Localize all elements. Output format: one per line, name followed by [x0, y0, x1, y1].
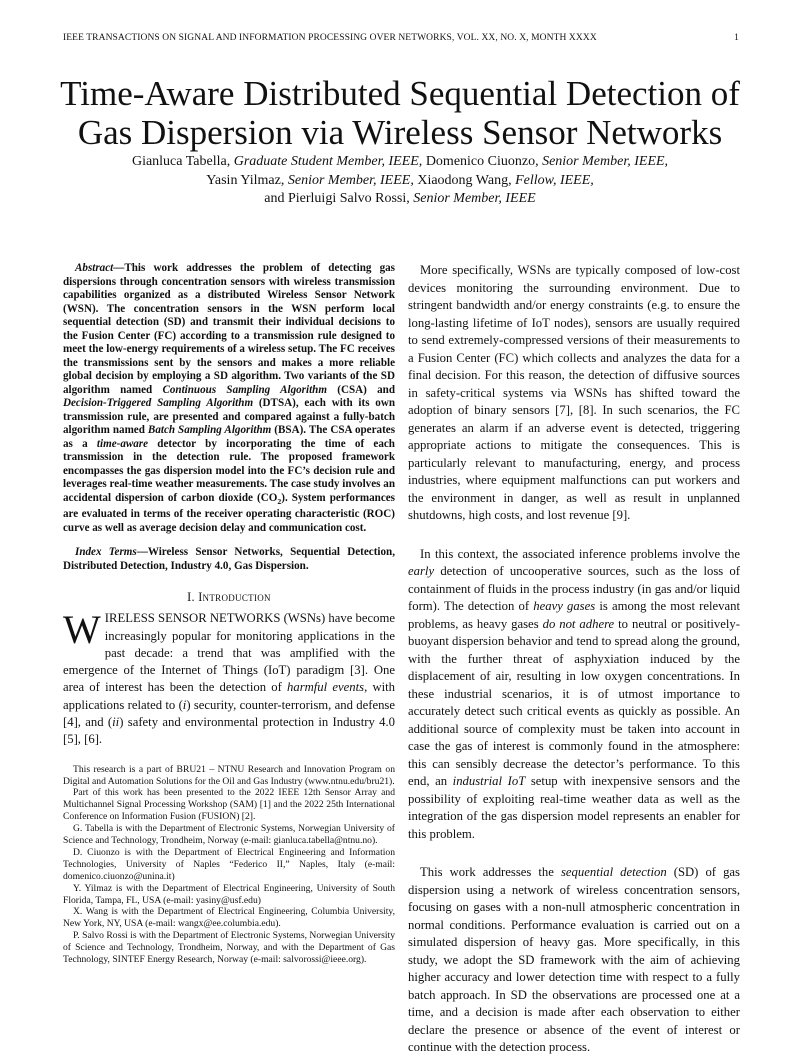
- abstract-text: detector by incorporating the time of each transmission in the detection rule. The proposed framework encompasses the gas dispersion model into the FC’s decision rule and leverages real-time weather measurements. The case study involves an accidental dispersion of carbon dioxide (CO: [63, 437, 395, 504]
- footnotes: [63, 764, 395, 966]
- author-role: Graduate Student Member, IEEE,: [233, 154, 423, 169]
- section-number: I.: [187, 590, 195, 605]
- index-terms-label: Index Terms: [75, 546, 137, 559]
- abstract-term: Decision-Triggered Sampling Algorithm: [63, 397, 254, 409]
- abstract-text: (BSA). The CSA operates as a: [63, 424, 396, 450]
- author-role: Senior Member, IEEE: [413, 191, 536, 207]
- abstract-text: ). System performances are evaluated in terms of the receiver operating characteristic (ROC) curve as well as average decision delay and communication cost.: [63, 491, 395, 534]
- body-text: This work addresses the: [420, 865, 561, 879]
- running-head: [63, 33, 739, 43]
- footnote: Y. Yilmaz is with the Department of Electrical Engineering, University of South Florida, Tampa, FL, USA (e-mail: yasiny@usf.edu): [63, 882, 395, 906]
- footnote: Part of this work has been presented to the 2022 IEEE 12th Sensor Array and Multichannel Signal Processing Workshop (SAM) [1] and the 2022 25th International Conference on Information Fusion (FUSION) [2].: [63, 787, 395, 823]
- body-paragraph: More specifically, WSNs are typically composed of low-cost devices monitoring the surrounding environment. Due to stringent bandwidth and/or energy constraints (e.g. to ensure the long-lasting lifetime of IoT nodes), sensors are usually required to send extremely-compressed versions of their measurements to a Fusion Center (FC) which collects and analyzes the data for a final decision. For this reason, the detection of diffusive sources in safety-critical systems via WSNs has shifted toward the adoption of binary sensors [7], [8]. In such scenarios, the FC generates an alarm if an adverse event is detected, triggering appropriate actions to mitigate the consequences. This is particularly relevant to manufacturing, energy, and process industries, where equipment malfunctions can put workers and the environment in danger, as well as result in unplanned shutdowns, high costs, and lost revenue [9].: [408, 263, 740, 522]
- body-text: detection of uncooperative sources, such as the loss of containment of fluids in the process industry (in gas and/or liquid form). The detection of: [408, 564, 740, 613]
- intro-emphasis: harmful events: [287, 680, 365, 695]
- index-terms: [63, 546, 395, 573]
- author-role: Senior Member, IEEE,: [287, 172, 414, 188]
- body-text: setup with inexpensive sensors and the possibility of exploiting real-time weather data as well as the integration of the gas dispersion model represents an enabler for this problem.: [408, 774, 740, 841]
- body-emphasis: early: [408, 564, 435, 578]
- body-paragraph: [408, 546, 740, 844]
- abstract-text: (DTSA), each with its own transmission rule, are presented and compared against a fully-batch algorithm named: [63, 397, 395, 436]
- abstract-text: (CSA) and: [326, 383, 396, 396]
- footnote: G. Tabella is with the Department of Electronic Systems, Norwegian University of Science and Technology, Trondheim, Norway (e-mail: gianluca.tabella@ntnu.no).: [63, 823, 395, 847]
- left-column: [63, 262, 395, 966]
- abstract: [63, 262, 395, 535]
- footnote: X. Wang is with the Department of Electrical Engineering, Columbia University, New York, NY, USA (e-mail: wangx@ee.columbia.edu).: [63, 906, 395, 930]
- section-title: Introduction: [198, 590, 271, 605]
- title-line-2: Gas Dispersion via Wireless Sensor Networks: [77, 113, 723, 152]
- author-role: Senior Member, IEEE,: [542, 154, 669, 169]
- abstract-term: Continuous Sampling Algorithm: [162, 383, 327, 396]
- body-text: (SD) of gas dispersion using a network of wireless concentration sensors, focusing on gases with a non-null atmospheric concentration in normal conditions. Performance evaluation is carried out on a simulated dispersion of heavy gas. More specifically, in this study, we adopt the SD framework with the aim of achieving higher accuracy and lower detection time with respect to a fully batch approach. In SD the observations are processed one at a time, and a decision is made after each observation to either declare the presence or absence of the event of interest or continue with the detection process.: [408, 865, 740, 1054]
- author-name: Gianluca Tabella,: [131, 154, 231, 169]
- abstract-text: This work addresses the problem of detecting gas dispersions through concentration sensors with wireless transmission capabilities organized as a distributed Wireless Sensor Network (WSN). The concentration sensors in the WSN perform local sequential detection (SD) and transmit their individual decisions to the Fusion Center (FC) according to a transmission rule designed to meet the low-energy requirements of a wireless setup. The FC receives the transmissions sent by the sensors and makes a more reliable global decision by employing a SD algorithm. Two variants of the SD algorithm named: [63, 262, 395, 396]
- author-name: Yasin Yilmaz,: [206, 172, 285, 188]
- body-emphasis: do not adhere: [542, 616, 615, 631]
- author-name: Domenico Ciuonzo,: [425, 154, 539, 169]
- index-terms-dash: —: [136, 546, 148, 559]
- body-text: is among the most relevant problems, as heavy gases: [408, 599, 740, 631]
- page-number: 1: [734, 33, 739, 43]
- footnote: D. Ciuonzo is with the Department of Electrical Engineering and Information Technologies, University of Naples “Federico II,” Naples, Italy (e-mail: domenico.ciuonzo@unina.it): [63, 846, 395, 882]
- section-heading: [63, 590, 395, 605]
- intro-text: ) safety and environmental protection in Industry 4.0 [5], [6].: [63, 715, 396, 747]
- intro-text: , with applications related to (: [63, 680, 395, 712]
- body-text: In this context, the associated inference problems involve the: [420, 546, 740, 561]
- subscript: 2: [277, 496, 282, 506]
- intro-text: ) security, counter-terrorism, and defense [4], and (: [63, 697, 395, 729]
- index-terms-text: Wireless Sensor Networks, Sequential Detection, Distributed Detection, Industry 4.0, Gas Dispersion.: [63, 546, 395, 572]
- intro-emphasis: ii: [112, 715, 120, 729]
- abstract-label: Abstract: [75, 262, 114, 274]
- drop-cap: W: [63, 607, 101, 653]
- footnote: This research is a part of BRU21 – NTNU Research and Innovation Program on Digital and Automation Solutions for the Oil and Gas Industry (www.ntnu.edu/bru21).: [63, 763, 395, 787]
- title-line-1: Time-Aware Distributed Sequential Detection of: [60, 74, 740, 113]
- author-role: Fellow, IEEE,: [515, 172, 594, 188]
- body-paragraph: [408, 864, 740, 1057]
- footnote: P. Salvo Rossi is with the Department of Electronic Systems, Norwegian University of Science and Technology, Trondheim, Norway, and with the Department of Gas Technology, SINTEF Energy Research, Norway (e-mail: salvorossi@ieee.org).: [63, 930, 395, 966]
- body-emphasis: heavy gases: [533, 599, 596, 613]
- paper-title: [40, 74, 760, 152]
- intro-emphasis: i: [182, 697, 187, 712]
- abstract-term: time-aware: [96, 437, 149, 450]
- intro-text: IRELESS SENSOR NETWORKS (WSNs) have become increasingly popular for monitoring applications in the past decade: a trend that was amplified with the emergence of the Internet of Things (IoT) paradigm [3]. One area of interest has been the detection of: [63, 611, 395, 695]
- abstract-dash: —: [113, 262, 125, 274]
- intro-paragraph: [63, 607, 396, 748]
- author-name: Xiaodong Wang,: [417, 172, 512, 188]
- abstract-term: Batch Sampling Algorithm: [147, 424, 272, 436]
- journal-name: IEEE TRANSACTIONS ON SIGNAL AND INFORMATION PROCESSING OVER NETWORKS, VOL. XX, NO. X, MONTH XXXX: [63, 33, 597, 43]
- body-emphasis: industrial IoT: [452, 774, 526, 788]
- author-name: and Pierluigi Salvo Rossi,: [264, 191, 410, 207]
- body-emphasis: sequential detection: [560, 865, 667, 879]
- body-text: to neutral or positively-buoyant dispersion behavior and tend to spread along the ground, with the further threat of asphyxiation induced by the displacement of air, resulting in low oxygen concentrations. In these industrial scenarios, it is of utmost importance to accurately detect such critical events as quickly as possible. An additional source of complexity must be taken into account in case the gas of interest is commonly found in the atmosphere: this can sensibly decrease the detector’s performance. To this end, an: [408, 616, 740, 788]
- author-list: [40, 153, 760, 209]
- right-column: [408, 262, 740, 1057]
